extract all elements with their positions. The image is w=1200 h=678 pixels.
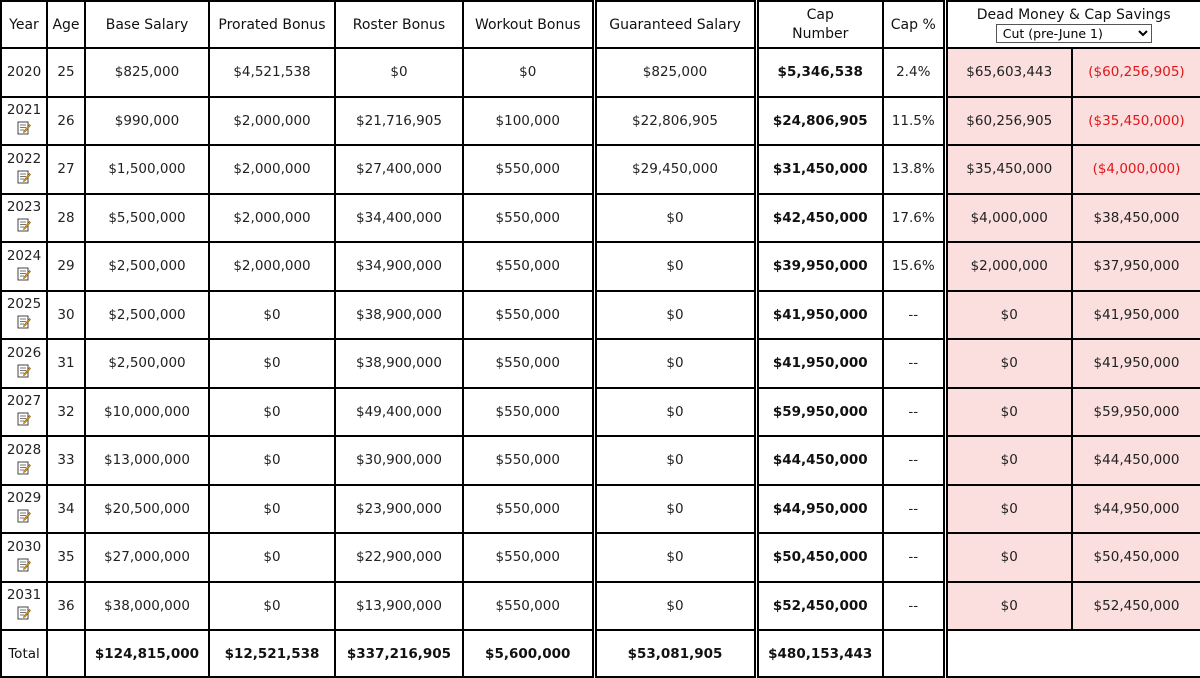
year-cell [1,582,47,631]
header-workout-bonus: Workout Bonus [463,1,594,48]
workout-bonus-cell: $550,000 [463,388,594,437]
year-cell [1,48,47,97]
table-row-2031 [1,582,1200,631]
table-row-2026 [1,339,1200,388]
dead-money-cell: $35,450,000 [945,145,1072,194]
age-cell: 31 [47,339,85,388]
roster-bonus-cell: $13,900,000 [335,582,463,631]
age-cell: 25 [47,48,85,97]
base-salary-cell: $27,000,000 [85,533,209,582]
cap-savings-cell: $37,950,000 [1072,242,1200,291]
cap-number-cell: $24,806,905 [756,97,883,146]
header-roster-bonus: Roster Bonus [335,1,463,48]
totals-label: Total [1,630,47,677]
cap-savings-cell: $41,950,000 [1072,339,1200,388]
workout-bonus-cell: $0 [463,48,594,97]
table-row-2029 [1,485,1200,534]
note-edit-icon[interactable] [17,363,31,378]
note-edit-icon[interactable] [17,120,31,135]
base-salary-cell: $990,000 [85,97,209,146]
year-cell [1,485,47,534]
table-row-2027 [1,388,1200,437]
base-salary-cell: $2,500,000 [85,242,209,291]
prorated-bonus-cell: $2,000,000 [209,194,335,243]
cap-pct-cell: 15.6% [883,242,945,291]
year-value: 2029 [2,490,46,506]
workout-bonus-cell: $550,000 [463,339,594,388]
dead-money-cell: $2,000,000 [945,242,1072,291]
table-row-2025 [1,291,1200,340]
age-cell: 30 [47,291,85,340]
header-age: Age [47,1,85,48]
year-cell [1,533,47,582]
cap-number-cell: $59,950,000 [756,388,883,437]
totals-dead-money [945,630,1200,677]
workout-bonus-cell: $550,000 [463,485,594,534]
cap-number-cell: $41,950,000 [756,291,883,340]
cap-number-cell: $42,450,000 [756,194,883,243]
cap-savings-cell: $59,950,000 [1072,388,1200,437]
prorated-bonus-cell: $2,000,000 [209,145,335,194]
cap-number-cell: $39,950,000 [756,242,883,291]
age-cell: 36 [47,582,85,631]
cap-savings-cell: ($35,450,000) [1072,97,1200,146]
dead-money-scenario-select[interactable] [996,24,1152,43]
guaranteed-salary-cell: $0 [594,436,756,485]
prorated-bonus-cell: $0 [209,582,335,631]
prorated-bonus-cell: $0 [209,339,335,388]
dead-money-cell: $65,603,443 [945,48,1072,97]
header-cap-number-label: Cap Number [785,6,855,44]
totals-roster-bonus: $337,216,905 [335,630,463,677]
roster-bonus-cell: $22,900,000 [335,533,463,582]
age-cell: 34 [47,485,85,534]
cap-number-cell: $44,950,000 [756,485,883,534]
cap-pct-cell: 17.6% [883,194,945,243]
prorated-bonus-cell: $0 [209,291,335,340]
workout-bonus-cell: $550,000 [463,242,594,291]
age-cell: 29 [47,242,85,291]
year-cell [1,436,47,485]
year-cell [1,339,47,388]
totals-row [1,630,1200,677]
year-cell [1,291,47,340]
note-edit-icon[interactable] [17,217,31,232]
guaranteed-salary-cell: $29,450,000 [594,145,756,194]
cap-pct-cell: -- [883,436,945,485]
age-cell: 33 [47,436,85,485]
age-cell: 27 [47,145,85,194]
guaranteed-salary-cell: $0 [594,194,756,243]
table-row-2028 [1,436,1200,485]
note-edit-icon[interactable] [17,266,31,281]
guaranteed-salary-cell: $0 [594,339,756,388]
totals-cap-pct [883,630,945,677]
cap-pct-cell: -- [883,388,945,437]
cap-pct-cell: -- [883,485,945,534]
cap-pct-cell: 13.8% [883,145,945,194]
roster-bonus-cell: $21,716,905 [335,97,463,146]
totals-age [47,630,85,677]
header-cap-number [756,1,883,48]
base-salary-cell: $2,500,000 [85,339,209,388]
roster-bonus-cell: $38,900,000 [335,339,463,388]
dead-money-cell: $0 [945,291,1072,340]
note-edit-icon[interactable] [17,460,31,475]
totals-cap-number: $480,153,443 [756,630,883,677]
prorated-bonus-cell: $0 [209,388,335,437]
dead-money-cell: $0 [945,582,1072,631]
year-value: 2030 [2,539,46,555]
year-value: 2020 [2,64,46,80]
prorated-bonus-cell: $2,000,000 [209,97,335,146]
table-row-2023 [1,194,1200,243]
dead-money-cell: $60,256,905 [945,97,1072,146]
cap-savings-cell: ($4,000,000) [1072,145,1200,194]
year-cell [1,388,47,437]
cap-savings-cell: ($60,256,905) [1072,48,1200,97]
base-salary-cell: $10,000,000 [85,388,209,437]
note-edit-icon[interactable] [17,411,31,426]
guaranteed-salary-cell: $0 [594,291,756,340]
totals-base-salary: $124,815,000 [85,630,209,677]
prorated-bonus-cell: $0 [209,533,335,582]
workout-bonus-cell: $550,000 [463,145,594,194]
cap-number-cell: $52,450,000 [756,582,883,631]
guaranteed-salary-cell: $0 [594,485,756,534]
year-value: 2031 [2,587,46,603]
workout-bonus-cell: $550,000 [463,291,594,340]
roster-bonus-cell: $38,900,000 [335,291,463,340]
base-salary-cell: $20,500,000 [85,485,209,534]
base-salary-cell: $5,500,000 [85,194,209,243]
totals-workout-bonus: $5,600,000 [463,630,594,677]
roster-bonus-cell: $0 [335,48,463,97]
note-edit-icon[interactable] [17,605,31,620]
age-cell: 35 [47,533,85,582]
note-edit-icon[interactable] [17,169,31,184]
year-value: 2028 [2,442,46,458]
base-salary-cell: $2,500,000 [85,291,209,340]
roster-bonus-cell: $49,400,000 [335,388,463,437]
guaranteed-salary-cell: $0 [594,242,756,291]
age-cell: 28 [47,194,85,243]
cap-pct-cell: -- [883,582,945,631]
year-cell [1,242,47,291]
year-value: 2022 [2,151,46,167]
cap-number-cell: $5,346,538 [756,48,883,97]
header-cap-pct: Cap % [883,1,945,48]
base-salary-cell: $13,000,000 [85,436,209,485]
cap-savings-cell: $44,950,000 [1072,485,1200,534]
age-cell: 26 [47,97,85,146]
year-cell [1,145,47,194]
cap-savings-cell: $41,950,000 [1072,291,1200,340]
totals-prorated-bonus: $12,521,538 [209,630,335,677]
prorated-bonus-cell: $2,000,000 [209,242,335,291]
header-prorated-bonus: Prorated Bonus [209,1,335,48]
table-row-2024 [1,242,1200,291]
header-row [1,1,1200,48]
dead-money-cell: $0 [945,485,1072,534]
year-cell [1,194,47,243]
workout-bonus-cell: $550,000 [463,582,594,631]
cap-pct-cell: -- [883,291,945,340]
cap-savings-cell: $52,450,000 [1072,582,1200,631]
table-row-2020 [1,48,1200,97]
guaranteed-salary-cell: $825,000 [594,48,756,97]
note-edit-icon[interactable] [17,557,31,572]
table-row-2022 [1,145,1200,194]
table-row-2021 [1,97,1200,146]
workout-bonus-cell: $550,000 [463,533,594,582]
guaranteed-salary-cell: $0 [594,533,756,582]
base-salary-cell: $825,000 [85,48,209,97]
cap-number-cell: $44,450,000 [756,436,883,485]
cap-number-cell: $50,450,000 [756,533,883,582]
dead-money-cell: $0 [945,339,1072,388]
roster-bonus-cell: $27,400,000 [335,145,463,194]
note-edit-icon[interactable] [17,314,31,329]
year-value: 2023 [2,199,46,215]
base-salary-cell: $38,000,000 [85,582,209,631]
workout-bonus-cell: $550,000 [463,194,594,243]
prorated-bonus-cell: $0 [209,436,335,485]
cap-pct-cell: -- [883,533,945,582]
year-value: 2027 [2,393,46,409]
base-salary-cell: $1,500,000 [85,145,209,194]
cap-number-cell: $41,950,000 [756,339,883,388]
year-value: 2025 [2,296,46,312]
guaranteed-salary-cell: $0 [594,582,756,631]
note-edit-icon[interactable] [17,508,31,523]
cap-pct-cell: 2.4% [883,48,945,97]
year-value: 2024 [2,248,46,264]
dead-money-title: Dead Money & Cap Savings [948,7,1200,23]
dead-money-cell: $0 [945,533,1072,582]
cap-pct-cell: -- [883,339,945,388]
cap-savings-cell: $50,450,000 [1072,533,1200,582]
year-cell [1,97,47,146]
header-dead-money [945,1,1200,48]
prorated-bonus-cell: $0 [209,485,335,534]
prorated-bonus-cell: $4,521,538 [209,48,335,97]
table-row-2030 [1,533,1200,582]
workout-bonus-cell: $100,000 [463,97,594,146]
guaranteed-salary-cell: $0 [594,388,756,437]
dead-money-cell: $0 [945,436,1072,485]
header-guaranteed-salary: Guaranteed Salary [594,1,756,48]
roster-bonus-cell: $34,900,000 [335,242,463,291]
roster-bonus-cell: $34,400,000 [335,194,463,243]
cap-number-cell: $31,450,000 [756,145,883,194]
guaranteed-salary-cell: $22,806,905 [594,97,756,146]
age-cell: 32 [47,388,85,437]
workout-bonus-cell: $550,000 [463,436,594,485]
dead-money-cell: $4,000,000 [945,194,1072,243]
header-year: Year [1,1,47,48]
roster-bonus-cell: $23,900,000 [335,485,463,534]
roster-bonus-cell: $30,900,000 [335,436,463,485]
year-value: 2021 [2,102,46,118]
year-value: 2026 [2,345,46,361]
cap-savings-cell: $44,450,000 [1072,436,1200,485]
cap-pct-cell: 11.5% [883,97,945,146]
totals-guaranteed-salary: $53,081,905 [594,630,756,677]
header-base-salary: Base Salary [85,1,209,48]
dead-money-cell: $0 [945,388,1072,437]
cap-savings-cell: $38,450,000 [1072,194,1200,243]
